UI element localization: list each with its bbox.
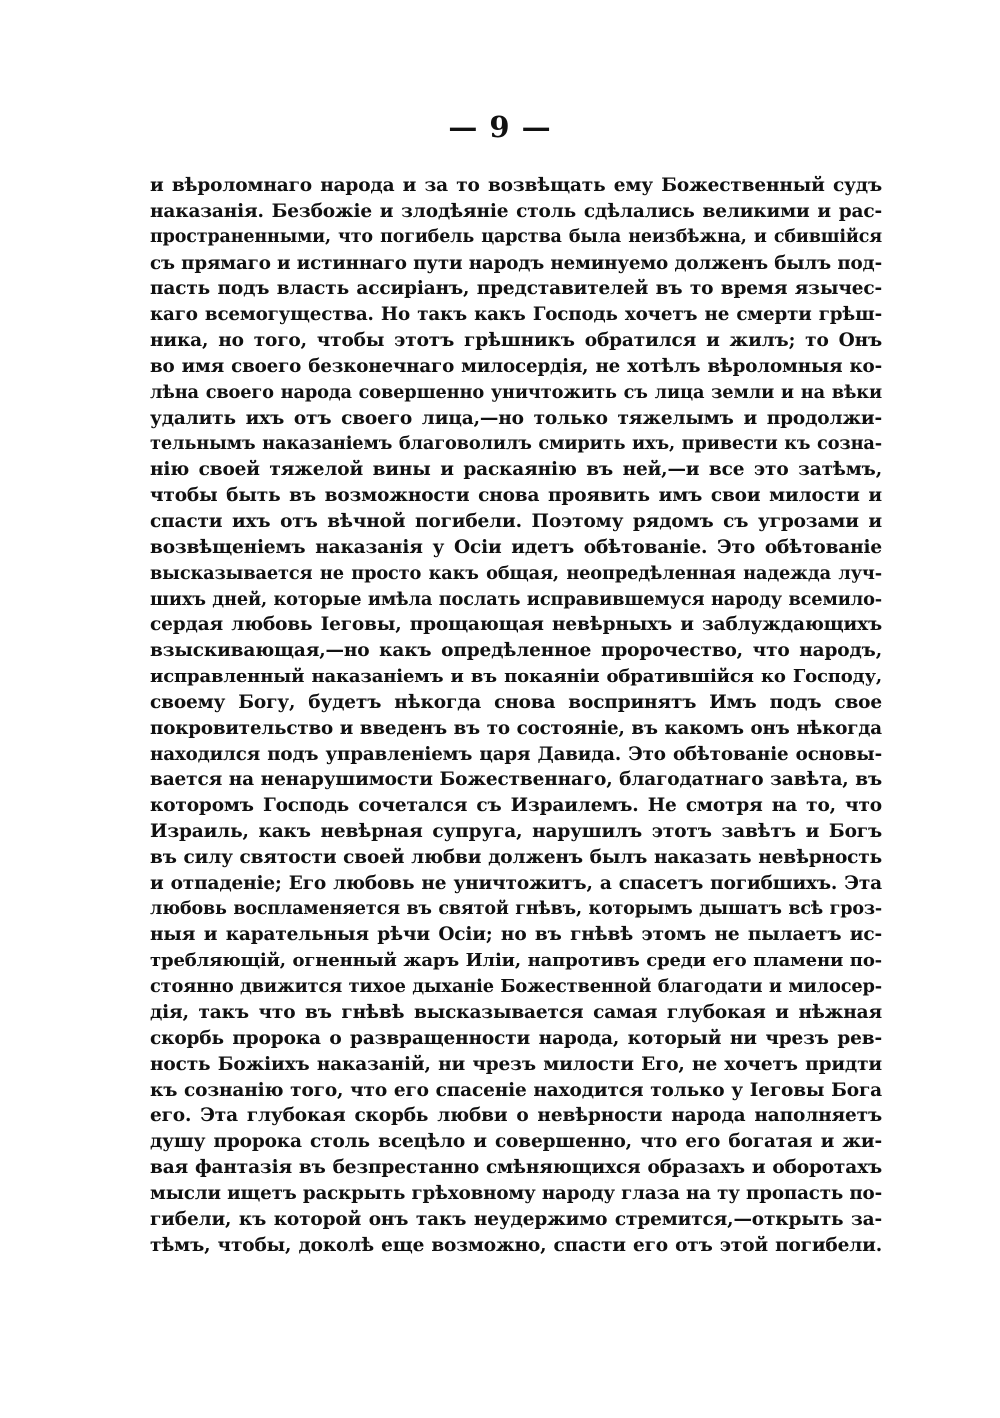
text-line: гибели, къ которой онъ такъ неудержимо стремится,—открыть за- (150, 1208, 882, 1230)
text-line: его. Эта глубокая скорбь любви о невѣрности народа наполняетъ (150, 1105, 882, 1127)
text-line: скорбь пророка о развращенности народа, который ни чрезъ рев- (150, 1027, 882, 1049)
body-paragraph (150, 173, 882, 1258)
text-line: ныя и карательныя рѣчи Осіи; но въ гнѣвѣ этомъ не пылаетъ ис- (150, 924, 882, 946)
text-line: тѣмъ, чтобы, доколѣ еще возможно, спасти его отъ этой погибели. (150, 1234, 882, 1256)
text-line: душу пророка столь всецѣло и совершенно, что его богатая и жи- (150, 1131, 882, 1153)
text-line: вая фантазія въ безпрестанно смѣняющихся образахъ и оборотахъ (150, 1157, 882, 1179)
text-line: пасть подъ власть ассиріанъ, представителей въ то время язычес- (150, 278, 882, 300)
text-line: Израиль, какъ невѣрная супруга, нарушилъ этотъ завѣтъ и Богъ (150, 821, 882, 843)
text-line: лѣна своего народа совершенно уничтожить съ лица земли и на вѣки (150, 381, 882, 403)
text-line: пространенными, что погибель царства была неизбѣжна, и сбившійся (150, 226, 882, 247)
text-line: сердая любовь Іеговы, прощающая невѣрныхъ и заблуждающихъ (150, 614, 882, 636)
text-line: тельнымъ наказаніемъ благоволилъ смирить ихъ, привести къ созна- (150, 433, 882, 455)
text-line: требляющій, огненный жаръ Иліи, напротивъ среди его пламени по- (150, 950, 882, 972)
text-line: и вѣроломнаго народа и за то возвѣщать ему Божественный судъ (150, 175, 882, 196)
text-line: дія, такъ что въ гнѣвѣ высказывается самая глубокая и нѣжная (150, 1002, 882, 1023)
text-line: стоянно движится тихое дыханіе Божественной благодати и милосер- (150, 976, 882, 998)
text-line: каго всемогущества. Но такъ какъ Господь хочетъ не смерти грѣш- (150, 304, 882, 326)
page-number: — 9 — (448, 110, 552, 144)
text-line: покровительство и введенъ въ то состояніе, въ какомъ онъ нѣкогда (150, 717, 882, 739)
text-line: и отпаденіе; Его любовь не уничтожитъ, а спасетъ погибшихъ. Эта (150, 872, 882, 894)
text-line: удалить ихъ отъ своего лица,—но только тяжелымъ и продолжи- (150, 407, 882, 429)
text-line: ность Божіихъ наказаній, ни чрезъ милости Его, не хочетъ придти (150, 1053, 882, 1075)
text-line: высказывается не просто какъ общая, неопредѣленная надежда луч- (150, 562, 882, 584)
text-line: любовь воспламеняется въ святой гнѣвъ, которымъ дышатъ всѣ гроз- (150, 898, 882, 919)
text-line: съ прямаго и истиннаго пути народъ неминуемо долженъ былъ под- (150, 252, 882, 274)
text-line: шихъ дней, которые имѣла послать исправившемуся народу всемило- (150, 588, 882, 610)
text-line: взыскивающая,—но какъ опредѣленное пророчество, что народъ, (150, 640, 882, 662)
text-line: нію своей тяжелой вины и раскаянію въ ней,—и все это затѣмъ, (150, 459, 882, 481)
text-line: вается на ненарушимости Божественнаго, благодатнаго завѣта, въ (150, 769, 882, 791)
text-line: своему Богу, будетъ нѣкогда снова воспринятъ Имъ подъ свое (150, 691, 882, 713)
text-line: наказанія. Безбожіе и злодѣяніе столь сдѣлались великими и рас- (150, 200, 882, 222)
text-line: находился подъ управленіемъ царя Давида. Это обѣтованіе основы- (150, 743, 882, 765)
text-line: спасти ихъ отъ вѣчной погибели. Поэтому рядомъ съ угрозами и (150, 510, 882, 532)
text-line: во имя своего безконечнаго милосердія, не хотѣлъ вѣроломныя ко- (150, 355, 882, 377)
text-line: въ силу святости своей любви долженъ былъ наказать невѣрность (150, 846, 882, 868)
text-line: исправленный наказаніемъ и въ покаяніи обратившійся ко Господу, (150, 666, 882, 688)
text-line: къ сознанію того, что его спасеніе находится только у Іеговы Бога (150, 1079, 882, 1101)
text-line: чтобы быть въ возможности снова проявить имъ свои милости и (150, 485, 882, 507)
text-line: ника, но того, чтобы этотъ грѣшникъ обратился и жилъ; то Онъ (150, 330, 882, 352)
text-line: мысли ищетъ раскрыть грѣховному народу глаза на ту пропасть по- (150, 1182, 882, 1204)
text-line: которомъ Господь сочетался съ Израилемъ. Не смотря на то, что (150, 795, 882, 817)
text-line: возвѣщеніемъ наказанія у Осіи идетъ обѣтованіе. Это обѣтованіе (150, 536, 882, 558)
